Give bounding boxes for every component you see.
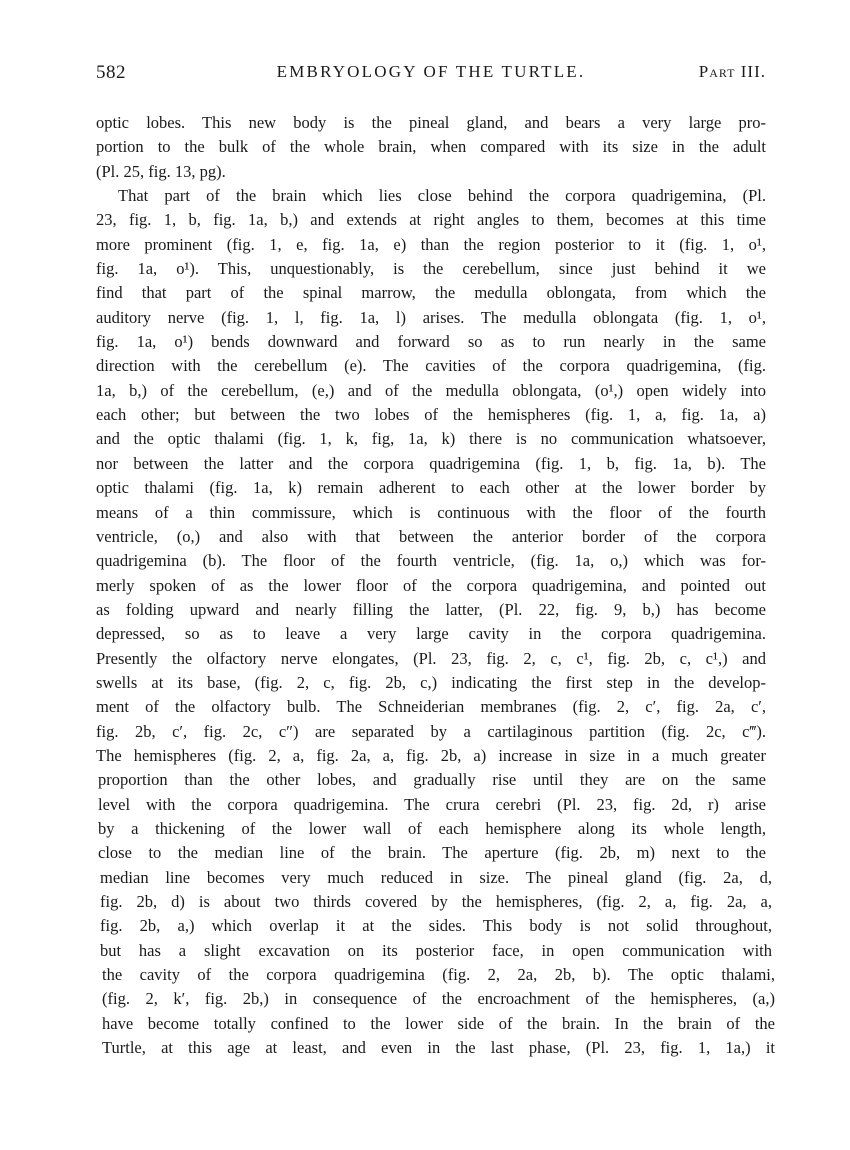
page-number: 582 bbox=[96, 62, 126, 83]
text-line: fig. 1a, o¹). This, unquestionably, is the cerebellum, since just behind it we bbox=[96, 259, 766, 279]
text-line: The hemispheres (fig. 2, a, fig. 2a, a, fig. 2b, a) increase in size in a much greater bbox=[96, 745, 766, 765]
text-line: the cavity of the corpora quadrigemina (fig. 2, 2a, 2b, b). The optic thalami, bbox=[102, 965, 775, 985]
text-line: means of a thin commissure, which is continuous with the floor of the fourth bbox=[96, 502, 766, 522]
text-line: (fig. 2, k′, fig. 2b,) in consequence of the encroachment of the hemispheres, (a,) bbox=[102, 989, 775, 1009]
text-line: That part of the brain which lies close behind the corpora quadrigemina, (Pl. bbox=[118, 186, 766, 206]
text-line: ventricle, (o,) and also with that between the anterior border of the corpora bbox=[96, 526, 766, 546]
text-line: proportion than the other lobes, and gradually rise until they are on the same bbox=[98, 770, 766, 790]
text-line: fig. 2b, c′, fig. 2c, c″) are separated by a cartilaginous partition (fig. 2c, c‴). bbox=[96, 721, 766, 741]
text-line: by a thickening of the lower wall of each hemisphere along its whole length, bbox=[98, 818, 766, 838]
text-line: direction with the cerebellum (e). The cavities of the corpora quadrigemina, (fig. bbox=[96, 356, 766, 376]
text-line: quadrigemina (b). The floor of the fourth ventricle, (fig. 1a, o,) which was for- bbox=[96, 551, 766, 571]
text-line: have become totally confined to the lower side of the brain. In the brain of the bbox=[102, 1013, 775, 1033]
text-line: close to the median line of the brain. The aperture (fig. 2b, m) next to the bbox=[98, 843, 766, 863]
text-line: and the optic thalami (fig. 1, k, fig, 1a, k) there is no communication whatsoever, bbox=[96, 429, 766, 449]
text-line: median line becomes very much reduced in size. The pineal gland (fig. 2a, d, bbox=[100, 867, 772, 887]
text-line: level with the corpora quadrigemina. The crura cerebri (Pl. 23, fig. 2d, r) arise bbox=[98, 794, 766, 814]
text-line: depressed, so as to leave a very large cavity in the corpora quadrigemina. bbox=[96, 624, 766, 644]
text-line: optic thalami (fig. 1a, k) remain adherent to each other at the lower border by bbox=[96, 478, 766, 498]
text-line: more prominent (fig. 1, e, fig. 1a, e) than the region posterior to it (fig. 1, o¹, bbox=[96, 234, 766, 254]
text-line: fig. 2b, a,) which overlap it at the sides. This body is not solid throughout, bbox=[100, 916, 772, 936]
text-line: fig. 1a, o¹) bends downward and forward so as to run nearly in the same bbox=[96, 332, 766, 352]
text-line: but has a slight excavation on its posterior face, in open communication with bbox=[100, 940, 772, 960]
text-line: optic lobes. This new body is the pineal gland, and bears a very large pro- bbox=[96, 113, 766, 132]
text-line: as folding upward and nearly filling the latter, (Pl. 22, fig. 9, b,) has become bbox=[96, 599, 766, 619]
text-line: each other; but between the two lobes of the hemispheres (fig. 1, a, fig. 1a, a) bbox=[96, 405, 766, 425]
text-line: find that part of the spinal marrow, the medulla oblongata, from which the bbox=[96, 283, 766, 303]
body-text bbox=[96, 111, 775, 1060]
text-line: ment of the olfactory bulb. The Schneiderian membranes (fig. 2, c′, fig. 2a, c′, bbox=[96, 697, 766, 717]
text-line: nor between the latter and the corpora quadrigemina (fig. 1, b, fig. 1a, b). The bbox=[96, 453, 766, 473]
text-line: 1a, b,) of the cerebellum, (e,) and of the medulla oblongata, (o¹,) open widely into bbox=[96, 380, 766, 400]
text-line: Presently the olfactory nerve elongates, (Pl. 23, fig. 2, c, c¹, fig. 2b, c, c¹,) and bbox=[96, 648, 766, 668]
part-label: Part III. bbox=[698, 62, 766, 81]
text-line: auditory nerve (fig. 1, l, fig. 1a, l) arises. The medulla oblongata (fig. 1, o¹, bbox=[96, 307, 766, 327]
text-line: Turtle, at this age at least, and even in the last phase, (Pl. 23, fig. 1, 1a,) it bbox=[102, 1038, 775, 1058]
running-title: EMBRYOLOGY OF THE TURTLE. bbox=[276, 62, 586, 81]
text-line: portion to the bulk of the whole brain, when compared with its size in the adult bbox=[96, 137, 766, 157]
text-line: (Pl. 25, fig. 13, pg). bbox=[96, 161, 226, 181]
text-line: 23, fig. 1, b, fig. 1a, b,) and extends at right angles to them, becomes at this time bbox=[96, 210, 766, 230]
page-header bbox=[96, 62, 766, 88]
text-line: fig. 2b, d) is about two thirds covered by the hemispheres, (fig. 2, a, fig. 2a, a, bbox=[100, 892, 772, 911]
text-line: merly spoken of as the lower floor of the corpora quadrigemina, and pointed out bbox=[96, 575, 766, 595]
text-line: swells at its base, (fig. 2, c, fig. 2b, c,) indicating the first step in the develop- bbox=[96, 672, 766, 692]
